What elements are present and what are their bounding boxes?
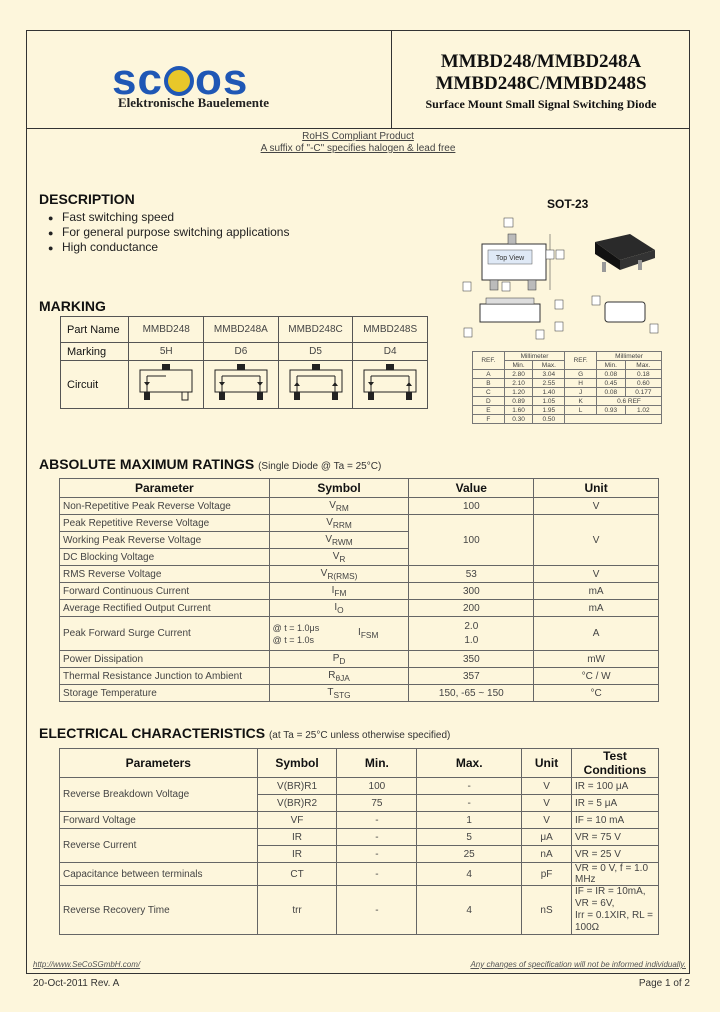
page-number: Page 1 of 2 xyxy=(638,978,690,989)
marking-table: Part Name MMBD248 MMBD248A MMBD248C MMBD248S Marking 5H D6 D5 D4 Circuit xyxy=(60,316,428,409)
package-outline-drawing xyxy=(460,212,670,342)
bullet-item: ● For general purpose switching applications xyxy=(48,225,290,239)
logo-o-icon xyxy=(164,66,194,96)
table-row: F 0.30 0.50 xyxy=(473,415,662,424)
table-row: DC Blocking Voltage $V_R$ xyxy=(60,549,659,566)
dimensions-table: REF. Millimeter REF. Millimeter Min. Max. Min. Max. A 2.80 3.04 G 0.08 0.18 B 2.10 2.55 H 0.45 0.60 C 1.20 1.40 J 0.08 0.177 D 0.89 1.05 K 0.6 REF E 1.60 1.95 L 0.93 1.02 F 0.30 0.50 xyxy=(472,351,662,424)
table-row: Thermal Resistance Junction to Ambient $R_{\theta JA}$ 357 °C / W xyxy=(60,668,659,685)
ratings-heading: ABSOLUTE MAXIMUM RATINGS (Single Diode @ Ta = 25°C) xyxy=(39,456,382,472)
disclaimer: Any changes of specification will not be informed individually. xyxy=(470,960,686,969)
table-row: Reverse Recovery Time trr - 4 nS IF = IR = 10mA, VR = 6V, Irr = 0.1XIR, RL = 100Ω xyxy=(60,886,659,935)
header-divider xyxy=(26,128,690,129)
website-link[interactable]: http://www.SeCoSGmbH.com/ xyxy=(33,960,141,969)
table-row: Peak Forward Surge Current @ t = 1.0μs @ t = 1.0s $I_{FSM}$ 2.0 1.0 A xyxy=(60,617,659,651)
table-row: E 1.60 1.95 L 0.93 1.02 xyxy=(473,406,662,415)
circuit-diagram-icon xyxy=(129,361,204,409)
marking-label: Marking xyxy=(61,343,129,361)
table-row: Reverse Current IR - 5 μA VR = 75 V xyxy=(60,829,659,846)
table-row: D 0.89 1.05 K 0.6 REF xyxy=(473,397,662,406)
product-subtitle: Surface Mount Small Signal Switching Diode xyxy=(425,97,657,111)
part-name-label: Part Name xyxy=(61,317,129,343)
table-row: Reverse Breakdown Voltage V(BR)R1 100 - V IR = 100 μA xyxy=(60,778,659,795)
electrical-table: Parameters Symbol Min. Max. Unit Test Conditions Reverse Breakdown Voltage V(BR)R1 100 - V IR = 100 μA V(BR)R2 75 - V IR = 5 μA Forward Voltage VF - 1 V IF = 10 mA Reverse Current IR - 5 μA VR = 75 V IR - 25 nA VR = 25 V Capacitance between terminals CT - 4 pF VR = 0 V, f = 1.0 MHz Reverse Recovery Time trr - 4 nS IF = IR = 10mA, VR = 6V, Irr = 0.1XIR, RL = 100Ω xyxy=(59,748,659,935)
table-row: IR - 25 nA VR = 25 V xyxy=(60,846,659,863)
table-row: Forward Continuous Current $I_{FM}$ 300 mA xyxy=(60,583,659,600)
table-row: Peak Repetitive Reverse Voltage $V_{RRM}$ 100 V xyxy=(60,515,659,532)
table-row: Storage Temperature $T_{STG}$ 150, -65 ~ 150 °C xyxy=(60,685,659,702)
table-row: Power Dissipation $P_D$ 350 mW xyxy=(60,651,659,668)
marking-heading: MARKING xyxy=(39,298,106,314)
table-row: RMS Reverse Voltage $V_{R(RMS)}$ 53 V xyxy=(60,566,659,583)
bullet-item: ● High conductance xyxy=(48,240,159,254)
revision-date: 20-Oct-2011 Rev. A xyxy=(33,978,120,989)
table-row: C 1.20 1.40 J 0.08 0.177 xyxy=(473,388,662,397)
ratings-table: Parameter Symbol Value Unit Non-Repetitive Peak Reverse Voltage $V_{RM}$ 100 V Peak Repetitive Reverse Voltage $V_{RRM}$ 100 V Working Peak Reverse Voltage $V_{RWM}$ DC Blocking Voltage $V_R$ RMS Reverse Voltage $V_{R(RMS)}$ 53 V Forward Continuous Current $I_{FM}$ 300 mA Average Rectified Output Current $I_O$ 200 mA Peak Forward Surge Current @ t = 1.0μs @ t = 1.0s $I_{FSM}$ 2.0 1.0 A Power Dissipation $P_D$ 350 mW Thermal Resistance Junction to Ambient $R_{\theta JA}$ 357 °C / W Storage Temperature $T_{STG}$ 150, -65 ~ 150 °C xyxy=(59,478,659,702)
table-row: Working Peak Reverse Voltage $V_{RWM}$ xyxy=(60,532,659,549)
description-heading: DESCRIPTION xyxy=(39,191,135,207)
electrical-heading: ELECTRICAL CHARACTERISTICS (at Ta = 25°C unless otherwise specified) xyxy=(39,725,451,741)
bullet-item: ● Fast switching speed xyxy=(48,210,175,224)
table-row: A 2.80 3.04 G 0.08 0.18 xyxy=(473,370,662,379)
table-row: Average Rectified Output Current $I_O$ 200 mA xyxy=(60,600,659,617)
title-line-2: MMBD248C/MMBD248S xyxy=(435,73,647,94)
circuit-diagram-icon xyxy=(353,361,428,409)
logo-text-right: os xyxy=(194,55,249,104)
title-line-1: MMBD248/MMBD248A xyxy=(440,51,642,72)
top-view-label: Top View xyxy=(495,255,525,262)
rohs-line-1: RoHS Compliant Product xyxy=(302,131,414,142)
table-row: Non-Repetitive Peak Reverse Voltage $V_{RM}$ 100 V xyxy=(60,498,659,515)
table-row: Capacitance between terminals CT - 4 pF VR = 0 V, f = 1.0 MHz xyxy=(60,863,659,886)
table-row: B 2.10 2.55 H 0.45 0.60 xyxy=(473,379,662,388)
table-row: Forward Voltage VF - 1 V IF = 10 mA xyxy=(60,812,659,829)
logo-text-left: s xyxy=(112,55,138,104)
circuit-diagram-icon xyxy=(278,361,353,409)
table-row: V(BR)R2 75 - V IR = 5 μA xyxy=(60,795,659,812)
brand-subtitle: Elektronische Bauelemente xyxy=(118,95,270,110)
circuit-diagram-icon xyxy=(204,361,279,409)
circuit-label: Circuit xyxy=(61,361,129,409)
package-name: SOT-23 xyxy=(547,197,589,211)
rohs-line-2: A suffix of "-C" specifies halogen & lead free xyxy=(260,143,456,154)
logo-text-mid: c xyxy=(137,55,163,104)
